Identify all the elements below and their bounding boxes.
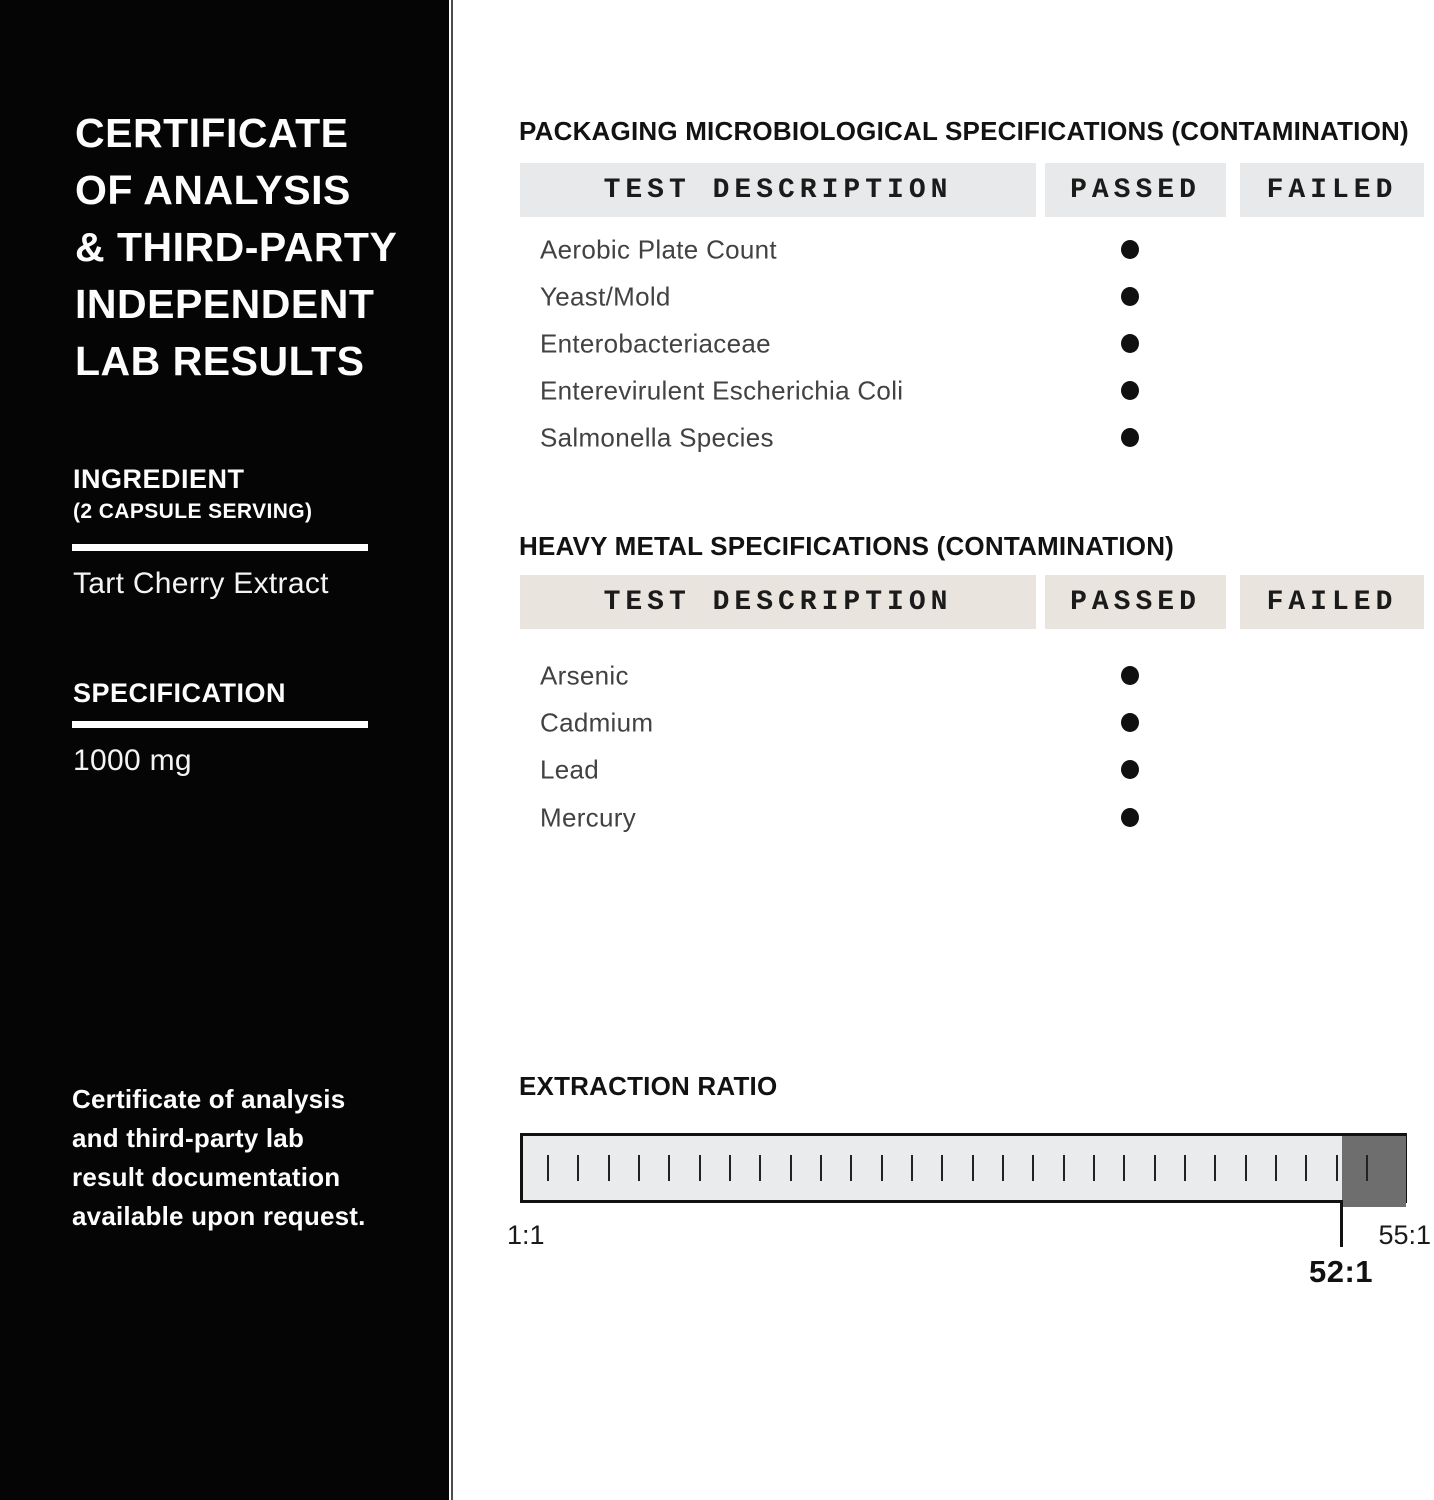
table-row bbox=[520, 703, 1424, 743]
table-row bbox=[520, 750, 1424, 790]
passed-dot bbox=[1121, 713, 1139, 732]
page-title-line: CERTIFICATE bbox=[75, 110, 349, 156]
sidebar-panel bbox=[0, 0, 449, 1500]
passed-dot bbox=[1121, 334, 1139, 353]
section-title-microbiological: PACKAGING MICROBIOLOGICAL SPECIFICATIONS (CONTAMINATION) bbox=[519, 116, 1409, 146]
ruler-tick bbox=[1336, 1155, 1338, 1181]
availability-footnote bbox=[72, 1080, 366, 1236]
ratio-ruler-ticks bbox=[547, 1155, 1368, 1181]
ruler-tick bbox=[972, 1155, 974, 1181]
table-row bbox=[520, 324, 1424, 364]
passed-dot bbox=[1121, 428, 1139, 447]
ruler-tick bbox=[638, 1155, 640, 1181]
footnote-line: available upon request. bbox=[72, 1201, 366, 1231]
test-name: Lead bbox=[540, 754, 600, 785]
ruler-tick bbox=[699, 1155, 701, 1181]
ratio-min-label: 1:1 bbox=[507, 1220, 545, 1250]
passed-dot bbox=[1121, 240, 1139, 259]
passed-dot bbox=[1121, 381, 1139, 400]
ruler-tick bbox=[1245, 1155, 1247, 1181]
ruler-tick bbox=[759, 1155, 761, 1181]
table-header-heavy-metal bbox=[520, 575, 1424, 629]
specification-label: SPECIFICATION bbox=[73, 678, 287, 708]
test-name: Enterobacteriaceae bbox=[540, 328, 771, 359]
ruler-tick bbox=[881, 1155, 883, 1181]
ingredient-value: Tart Cherry Extract bbox=[73, 567, 329, 600]
test-name: Arsenic bbox=[540, 660, 629, 691]
page-title bbox=[75, 105, 397, 390]
passed-dot bbox=[1121, 287, 1139, 306]
column-header-failed: FAILED bbox=[1240, 163, 1424, 217]
ratio-max-label: 55:1 bbox=[1378, 1220, 1431, 1250]
column-header-passed: PASSED bbox=[1045, 575, 1226, 629]
footnote-line: Certificate of analysis bbox=[72, 1084, 346, 1114]
test-name: Salmonella Species bbox=[540, 422, 774, 453]
column-header-failed: FAILED bbox=[1240, 575, 1424, 629]
ratio-value-label: 52:1 bbox=[1308, 1254, 1374, 1289]
ruler-tick bbox=[1305, 1155, 1307, 1181]
ruler-tick bbox=[1063, 1155, 1065, 1181]
ruler-tick bbox=[1154, 1155, 1156, 1181]
page-title-line: OF ANALYSIS bbox=[75, 167, 351, 213]
page-title-line: LAB RESULTS bbox=[75, 338, 365, 384]
divider-rule bbox=[72, 721, 368, 728]
table-row bbox=[520, 798, 1424, 838]
table-row bbox=[520, 277, 1424, 317]
page-title-line: INDEPENDENT bbox=[75, 281, 375, 327]
specification-value: 1000 mg bbox=[73, 744, 192, 777]
passed-dot bbox=[1121, 760, 1139, 779]
test-name: Enterevirulent Escherichia Coli bbox=[540, 375, 904, 406]
extraction-ratio-ruler bbox=[520, 1133, 1407, 1203]
ruler-tick bbox=[820, 1155, 822, 1181]
section-title-heavy-metal: HEAVY METAL SPECIFICATIONS (CONTAMINATION) bbox=[519, 531, 1175, 561]
ruler-tick bbox=[577, 1155, 579, 1181]
column-header-test-description: TEST DESCRIPTION bbox=[520, 575, 1036, 629]
table-row bbox=[520, 656, 1424, 696]
footnote-line: result documentation bbox=[72, 1162, 341, 1192]
ingredient-sublabel: (2 CAPSULE SERVING) bbox=[73, 500, 313, 523]
table-header-microbiological bbox=[520, 163, 1424, 217]
passed-dot bbox=[1121, 808, 1139, 827]
ruler-tick bbox=[911, 1155, 913, 1181]
ruler-tick bbox=[1032, 1155, 1034, 1181]
panel-edge-line bbox=[451, 0, 453, 1500]
ruler-tick bbox=[1366, 1155, 1368, 1181]
ruler-tick bbox=[1093, 1155, 1095, 1181]
test-name: Aerobic Plate Count bbox=[540, 234, 777, 265]
table-row bbox=[520, 230, 1424, 270]
ruler-tick bbox=[1184, 1155, 1186, 1181]
table-row bbox=[520, 418, 1424, 458]
ruler-tick bbox=[1002, 1155, 1004, 1181]
ingredient-label: INGREDIENT bbox=[73, 464, 245, 494]
ruler-tick bbox=[790, 1155, 792, 1181]
ruler-tick bbox=[668, 1155, 670, 1181]
test-name: Mercury bbox=[540, 802, 636, 833]
test-name: Yeast/Mold bbox=[540, 281, 671, 312]
passed-dot bbox=[1121, 666, 1139, 685]
ruler-tick bbox=[1123, 1155, 1125, 1181]
section-title-extraction-ratio: EXTRACTION RATIO bbox=[519, 1071, 778, 1101]
ruler-tick bbox=[1275, 1155, 1277, 1181]
ruler-tick bbox=[547, 1155, 549, 1181]
ruler-tick bbox=[941, 1155, 943, 1181]
column-header-passed: PASSED bbox=[1045, 163, 1226, 217]
ruler-tick bbox=[729, 1155, 731, 1181]
column-header-test-description: TEST DESCRIPTION bbox=[520, 163, 1036, 217]
ratio-axis-labels bbox=[507, 1220, 1431, 1251]
ruler-tick bbox=[1214, 1155, 1216, 1181]
divider-rule bbox=[72, 544, 368, 551]
page-title-line: & THIRD-PARTY bbox=[75, 224, 398, 270]
test-name: Cadmium bbox=[540, 707, 654, 738]
table-row bbox=[520, 371, 1424, 411]
ruler-tick bbox=[608, 1155, 610, 1181]
ruler-tick bbox=[850, 1155, 852, 1181]
footnote-line: and third-party lab bbox=[72, 1123, 305, 1153]
